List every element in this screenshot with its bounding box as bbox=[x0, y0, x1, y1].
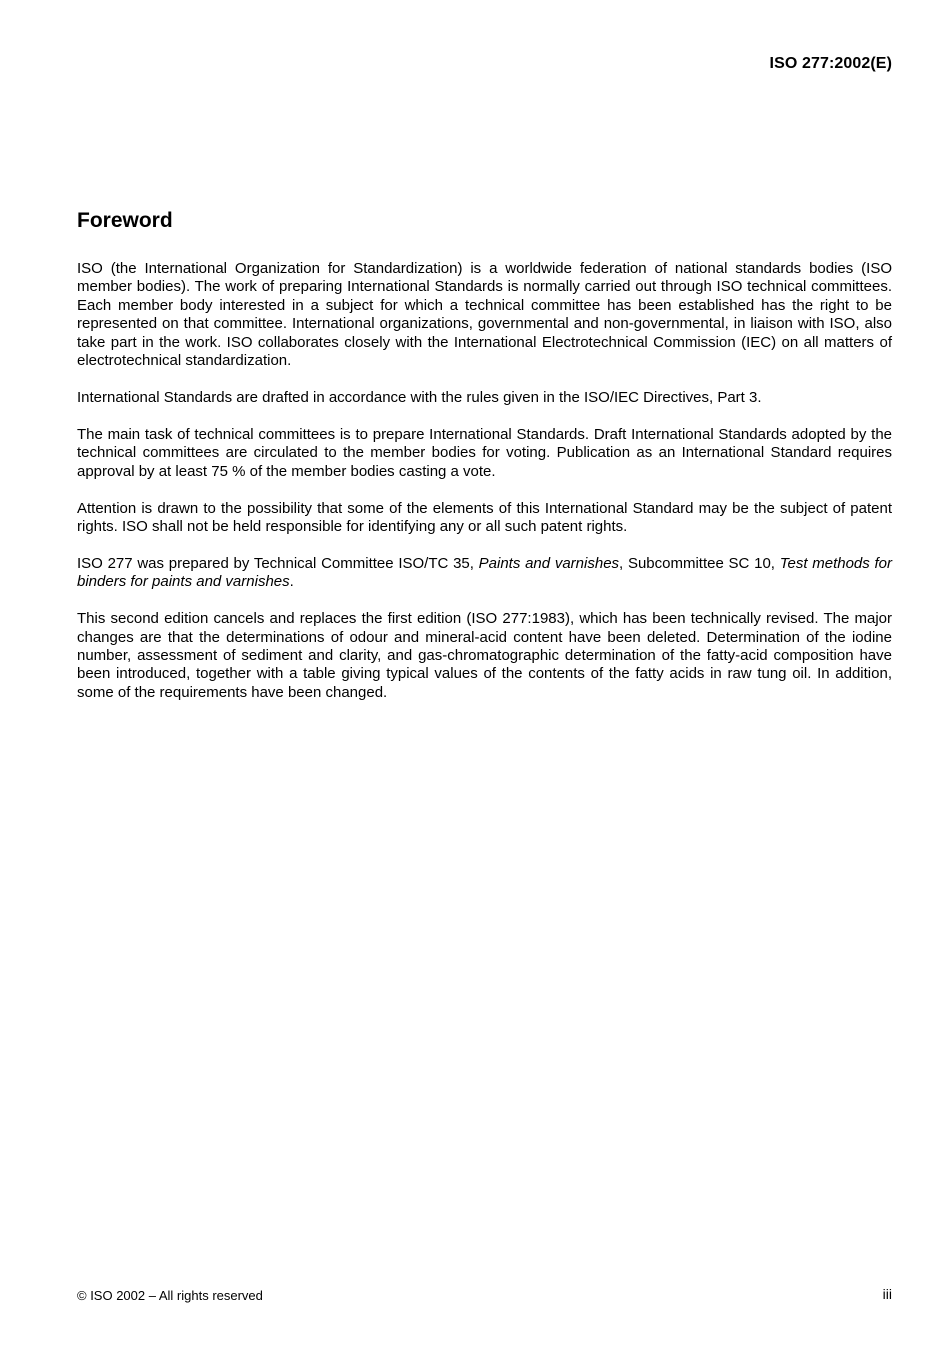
preparation-text-1: ISO 277 was prepared by Technical Committee ISO/TC 35, bbox=[77, 554, 479, 572]
page-title: Foreword bbox=[77, 209, 173, 232]
copyright-notice: © ISO 2002 – All rights reserved bbox=[77, 1288, 263, 1303]
preparation-text-2: , Subcommittee SC 10, bbox=[619, 554, 780, 572]
page-number: iii bbox=[882, 1286, 892, 1302]
paragraph-edition-changes: This second edition cancels and replaces the first edition (ISO 277:1983), which has been technically revised. The major changes are that the determinations of odour and mineral-acid content have been deleted. Determination of the iodine number, assessment of sediment and clarity, and gas-chromatographic determination of the fatty-acid composition have been introduced, together with a table giving typical values of the contents of the fatty acids in raw tung oil. In addition, some of the requirements have been changed. bbox=[77, 610, 892, 701]
foreword-body bbox=[77, 260, 892, 721]
paragraph-patent-rights: Attention is drawn to the possibility that some of the elements of this International Standard may be the subject of patent rights. ISO shall not be held responsible for identifying any or all such patent rights. bbox=[77, 499, 892, 535]
subcommittee-title: Test methods for binders for paints and varnishes bbox=[77, 554, 893, 591]
paragraph-directives: International Standards are drafted in accordance with the rules given in the ISO/IEC Directives, Part 3. bbox=[77, 388, 762, 406]
committee-title: Paints and varnishes bbox=[478, 554, 620, 572]
preparation-text-3: . bbox=[289, 573, 294, 591]
document-reference: ISO 277:2002(E) bbox=[769, 55, 892, 72]
paragraph-iso-intro: ISO (the International Organization for Standardization) is a worldwide federation of national standards bodies (ISO member bodies). The work of preparing International Standards is normally carried out through ISO technical committees. Each member body interested in a subject for which a technical committee has been established has the right to be represented on that committee. International organizations, governmental and non-governmental, in liaison with ISO, also take part in the work. ISO collaborates closely with the International Electrotechnical Commission (IEC) on all matters of electrotechnical standardization. bbox=[77, 260, 892, 370]
paragraph-committee-task: The main task of technical committees is to prepare International Standards. Draft International Standards adopted by the technical committees are circulated to the member bodies for voting. Publication as an International Standard requires approval by at least 75 % of the member bodies casting a vote. bbox=[77, 425, 892, 480]
paragraph-preparation bbox=[77, 555, 892, 592]
